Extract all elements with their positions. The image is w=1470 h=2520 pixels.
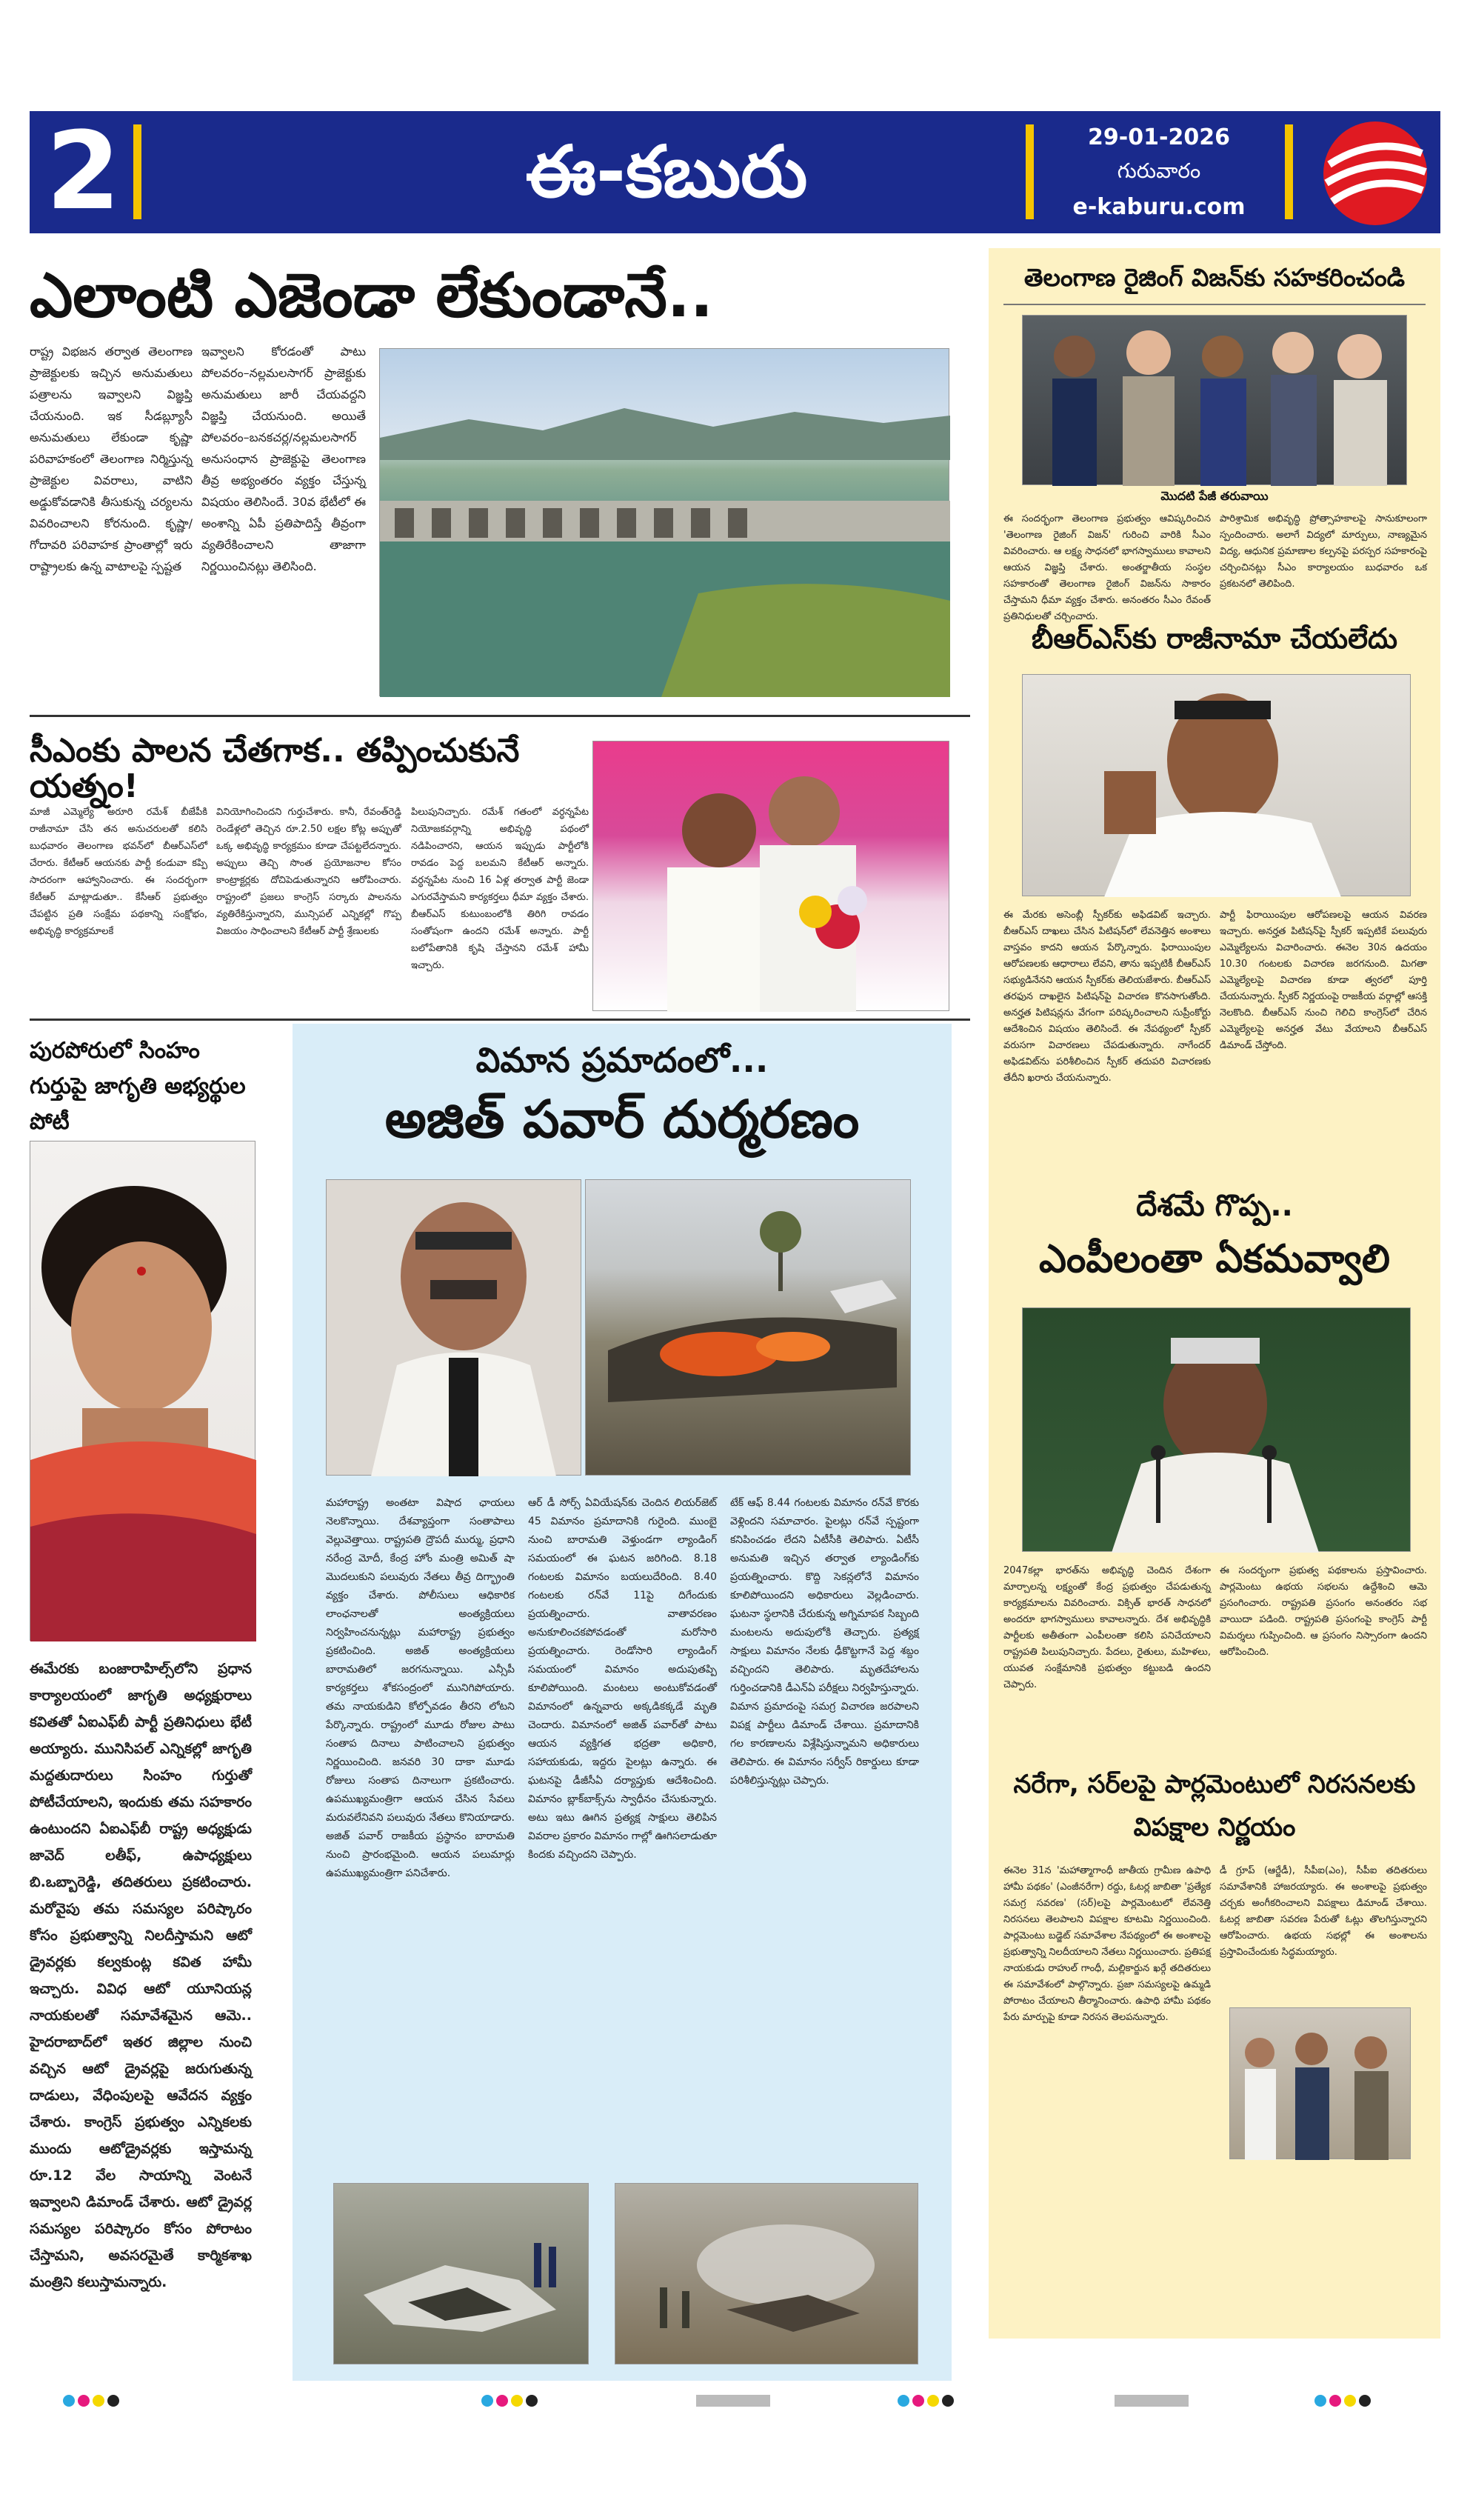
website-link[interactable]: e-kaburu.com [1072,194,1246,220]
right-column-box [989,248,1440,2339]
color-registration-marks [1314,2395,1374,2410]
ktr-photo [592,741,949,1011]
dam-photo [379,348,949,696]
brs-headline: బీఆర్ఎస్‌కు రాజీనామా చేయలేదు [1031,622,1398,655]
brs-col1: ఈ మేరకు అసెంబ్లీ స్పీకర్‌కు అఫిడవిట్ ఇచ్చారు. బీఆర్ఎస్ దాఖలు చేసిన పిటిషన్‌లో లేవనెత్తిన అంశాలు వాస్తవం కాదని ఆయన పేర్కొన్నారు. ఫిరాయింపుల ఆరోపణలకు ఆధారాలు లేవని, తాను ఇప్పటికీ బీఆర్ఎస్ సభ్యుడినేనని ఆయన స్పీకర్‌కు తెలియజేశారు. బీఆర్ఎస్ తరఫున దాఖలైన పిటిషన్‌పై విచారణ కొనసాగుతోంది. అనర్హత పిటిషన్లను వేగంగా పరిష్కరించాలని సుప్రీంకోర్టు ఆదేశించిన విషయం తెలిసిందే. ఈ నేపథ్యంలో స్పీకర్ వరుసగా విచారణలు చేపడుతున్నారు. నాగేందర్ అఫిడవిట్‌ను పరిశీలించిన స్పీకర్ తదుపరి విచారణకు తేదీని ఖరారు చేయనున్నారు. [1003,910,1211,1084]
accent-divider-left [133,124,141,219]
ajit-pawar-photo [326,1179,581,1476]
brand-logo-icon [1322,120,1429,227]
section-rule [30,715,970,717]
cm-col1: మాజీ ఎమ్మెల్యే అరూరి రమేశ్ బీజేపీకి రాజీనామా చేసి తన అనుచరులతో కలిసి బుధవారం తెలంగాణ భవన్‌లో బీఆర్‌ఎస్‌లో చేరారు. కేటీఆర్ ఆయనకు పార్టీ కండువా కప్పి సాదరంగా ఆహ్వానించారు. ఈ సందర్భంగా కేటీఆర్ మాట్లాడుతూ.. కేసీఆర్ ప్రభుత్వం చేపట్టిన ప్రతి సంక్షేమ పథకాన్ని సంక్షోభం, అభివృద్ధి కార్యక్రమాలకే [30,807,207,937]
lead-headline: ఎలాంటి ఎజెండా లేకుండానే.. [30,261,714,331]
mp-headline: ఎంపీలంతా ఏకమవ్వాలి [1038,1237,1391,1281]
nrega-col1: ఈనెల 31న 'మహాత్మాగాంధీ జాతీయ గ్రామీణ ఉపాధి హామీ పథకం' (ఎంజీనరేగా) రద్దు, ఓటర్ల జాబితా 'ప్రత్యేక సమగ్ర సవరణ' (సర్)లపై పార్లమెంటులో లేవనెత్తి నిరసనలు తెలపాలని విపక్షాల కూటమి నిర్ణయించింది. పార్లమెంటు బడ్జెట్ సమావేశాల నేపథ్యంలో ఈ అంశాలపై ప్రభుత్వాన్ని నిలదీయాలని నేతలు నిర్ణయించారు. ప్రతిపక్ష నాయకుడు రాహుల్ గాంధీ, మల్లికార్జున ఖర్గే తదితరులు ఈ సమావేశంలో పాల్గొన్నారు. ప్రజా సమస్యలపై ఉమ్మడి పోరాటం చేయాలని తీర్మానించారు. ఉపాధి హామీ పథకం పేరు మార్పుపై కూడా నిరసన తెలపనున్నారు. [1003,1865,1211,2023]
cm-col3: పిలుపునిచ్చారు. రమేశ్ గతంలో వర్ధన్నపేట నియోజకవర్గాన్ని అభివృద్ధి పథంలో నడిపించారని, ఆయన ఇప్పుడు పార్టీలోకి రావడం పెద్ద బలమని కేటీఆర్ అన్నారు. వర్ధన్నపేట నుంచి 16 ఏళ్ల తర్వాత పార్టీ జెండా ఎగురవేస్తామని కార్యకర్తలు ధీమా వ్యక్తం చేశారు. బీఆర్‌ఎస్ కుటుంబంలోకి తిరిగి రావడం సంతోషంగా ఉందని రమేశ్ అన్నారు. పార్టీ బలోపేతానికి కృషి చేస్తానని రమేశ్ హామీ ఇచ్చారు. [411,807,589,971]
mp-kicker: దేశమే గొప్ప.. [1136,1189,1293,1223]
color-registration-marks [898,2395,957,2410]
rising-headline: తెలంగాణ రైజింగ్ విజన్‌కు సహకరించండి [1023,263,1406,292]
newspaper-title: ఈ-కబురు [525,130,808,213]
accent-divider-right [1026,124,1034,219]
masthead-bar [30,111,1440,233]
ajit-kicker: విమాన ప్రమాదంలో... [475,1040,769,1080]
ajit-col3: టేక్ ఆఫ్ 8.44 గంటలకు విమానం రన్‌వే కొరకు వెళ్లిందని సమాచారం. పైలట్లు రన్‌వే స్పష్టంగా కనిపించడం లేదని ఏటీసీకి తెలిపారు. ఏటీసీ అనుమతి ఇచ్చిన తర్వాత ల్యాండింగ్‌కు ప్రయత్నించారు. కొద్ది సెకన్లలోనే విమానం కూలిపోయిందని అధికారులు వెల్లడించారు. ఘటనా స్థలానికి చేరుకున్న అగ్నిమాపక సిబ్బంది మంటలను అదుపులోకి తెచ్చారు. ప్రత్యక్ష సాక్షులు విమానం నేలకు ఢీకొట్టగానే పెద్ద శబ్దం వచ్చిందని తెలిపారు. మృతదేహాలను గుర్తించడానికి డీఎన్‌ఏ పరీక్షలు నిర్వహిస్తున్నారు. విమాన ప్రమాదంపై సమగ్ర విచారణ జరపాలని విపక్ష పార్టీలు డిమాండ్ చేశాయి. ప్రమాదానికి గల కారణాలను విశ్లేషిస్తున్నామని అధికారులు తెలిపారు. ఈ విమానం సర్వీస్ రికార్డులు కూడా పరిశీలిస్తున్నట్లు చెప్పారు. [730,1497,919,1787]
gray-register-bar [696,2395,770,2407]
president-photo [1022,1307,1411,1552]
color-registration-marks [63,2395,122,2410]
cm-col2: వినియోగించిందని గుర్తుచేశారు. కానీ, రేవంత్‌రెడ్డి రెండేళ్లలో తెచ్చిన రూ.2.50 లక్షల కోట్ల అప్పుతో ఒక్క అభివృద్ధి కార్యక్రమం కూడా చేపట్టలేదన్నారు. అప్పులు తెచ్చి సొంత ప్రయోజనాల కోసం కాంట్రాక్టర్లకు దోచిపెడుతున్నారని ఆరోపించారు. రాష్ట్రంలో ప్రజలు కాంగ్రెస్ సర్కారు పాలనను వ్యతిరేకిస్తున్నారని, మున్సిపల్ ఎన్నికల్లో గొప్ప విజయం సాధించాలని కేటీఆర్ పార్టీ శ్రేణులకు [216,807,401,937]
kavitha-body: ఈమేరకు బంజారాహిల్స్‌లోని ప్రధాన కార్యాలయంలో జాగృతి అధ్యక్షురాలు కవితతో ఏఐఎఫ్‌బీ పార్టీ ప్రతినిధులు భేటీ అయ్యారు. మునిసిపల్ ఎన్నికల్లో జాగృతి మద్దతుదారులు సింహం గుర్తుతో పోటీచేయాలని, ఇందుకు తమ సహకారం ఉంటుందని ఏఐఎఫ్‌బీ రాష్ట్ర అధ్యక్షుడు జావెద్ లతీఫ్, ఉపాధ్యక్షులు బి.ఒబ్బారెడ్డి, తదితరులు ప్రకటించారు. మరోవైపు తమ సమస్యల పరిష్కారం కోసం ప్రభుత్వాన్ని నిలదీస్తామని ఆటో డ్రైవర్లకు కల్వకుంట్ల కవిత హామీ ఇచ్చారు. వివిధ ఆటో యూనియన్ల నాయకులతో సమావేశమైన ఆమె.. హైదరాబాద్‌లో ఇతర జిల్లాల నుంచి వచ్చిన ఆటో డ్రైవర్లపై జరుగుతున్న దాడులు, వేధింపులపై ఆవేదన వ్యక్తం చేశారు. కాంగ్రెస్ ప్రభుత్వం ఎన్నికలకు ముందు ఆటోడ్రైవర్లకు ఇస్తామన్న రూ.12 వేల సాయాన్ని వెంటనే ఇవ్వాలని డిమాండ్ చేశారు. ఆటో డ్రైవర్ల సమస్యల పరిష్కారం కోసం పోరాటం చేస్తామని, అవసరమైతే కార్మికశాఖ మంత్రిని కలుస్తామన్నారు. [30,1661,252,2290]
rising-col2: పారిశ్రామిక అభివృద్ధి ప్రోత్సాహకాలపై సానుకూలంగా స్పందించారు. అలాగే విద్యలో మార్పులు, నాణ్యమైన విద్య, ఆధునిక ప్రమాణాల కల్పనపై పరస్పర సహకారంపై చర్చించినట్లు సీఎం కార్యాలయం బుధవారం ఒక ప్రకటనలో తెలిపింది. [1220,513,1427,590]
mp-col1: 2047కల్లా భారత్‌ను అభివృద్ధి చెందిన దేశంగా మార్చాలన్న లక్ష్యంతో కేంద్ర ప్రభుత్వం చేపడుతున్న కార్యక్రమాలను వివరించారు. విక్సిత్ భారత్ సాధనలో అందరూ భాగస్వాములు కావాలన్నారు. దేశ అభివృద్ధికి పార్టీలకు అతీతంగా ఎంపీలంతా కలిసి పనిచేయాలని రాష్ట్రపతి పిలుపునిచ్చారు. పేదలు, రైతులు, మహిళలు, యువత సంక్షేమానికి ప్రభుత్వం కట్టుబడి ఉందని చెప్పారు. [1003,1565,1211,1690]
crash-site-photo [585,1179,911,1476]
accent-divider-right2 [1285,124,1293,219]
gray-register-bar [1115,2395,1189,2407]
issue-date: 29-01-2026 [1088,124,1230,150]
mp-col2: ఈ సందర్భంగా ప్రభుత్వ పథకాలను ప్రస్తావించారు. పార్లమెంటు ఉభయ సభలను ఉద్దేశించి ఆమె ప్రసంగించారు. రాష్ట్రపతి ప్రసంగం అనంతరం సభ వాయిదా పడింది. రాష్ట్రపతి ప్రసంగంపై కాంగ్రెస్ పార్టీ విమర్శలు గుప్పించింది. ఆ ప్రసంగం నిస్సారంగా ఉందని ఆరోపించింది. [1220,1565,1427,1658]
issue-weekday: గురువారం [1117,159,1201,183]
wreckage-photo-2 [615,2183,918,2364]
nagender-photo [1022,674,1411,896]
cm-headline: సీఎంకు పాలన చేతగాక.. తప్పించుకునే యత్నం! [30,732,520,806]
nrega-headline: నరేగా, సర్‌లపై పార్లమెంటులో నిరసనలకు విపక్షాల నిర్ణయం [1013,1770,1416,1842]
wreckage-photo-1 [333,2183,589,2364]
lead-col1: రాష్ట్ర విభజన తర్వాత తెలంగాణ ప్రాజెక్టులకు ఇచ్చిన అనుమతులు పత్రాలను ఇవ్వాలని విజ్ఞప్తి చేయనుంది. ఇక సీడబ్ల్యూసీ అనుమతులు లేకుండా కృష్ణా పరివాహకంలో తెలంగాణ నిర్మిస్తున్న ప్రాజెక్టుల వివరాలు, వాటిని అడ్డుకోవడానికి తీసుకున్న చర్యలను వివరించాలని కోరనుంది. కృష్ణా/గోదావరి పరివాహక ప్రాంతాల్లో ఇరు రాష్ట్రాలకు ఉన్న వాటాలపై స్పష్టత [30,344,193,573]
ajit-headline: అజిత్ పవార్ దుర్మరణం [384,1089,860,1150]
ajit-col2: ఆర్ డీ సోర్స్ ఏవియేషన్‌కు చెందిన లియర్‌జెట్ 45 విమానం ప్రమాదానికి గురైంది. ముంబై నుంచి బారామతి వెళ్తుండగా ల్యాండింగ్ సమయంలో ఈ ఘటన జరిగింది. 8.18 గంటలకు విమానం బయలుదేరింది. 8.40 గంటలకు రన్‌వే 11పై దిగేందుకు ప్రయత్నించారు. వాతావరణం అనుకూలించకపోవడంతో మరోసారి ప్రయత్నించారు. రెండోసారి ల్యాండింగ్ సమయంలో విమానం అదుపుతప్పి కూలిపోయింది. మంటలు అంటుకోవడంతో విమానంలో ఉన్నవారు అక్కడికక్కడే మృతి చెందారు. విమానంలో అజిత్ పవార్‌తో పాటు ఆయన వ్యక్తిగత భద్రతా అధికారి, సహాయకుడు, ఇద్దరు పైలట్లు ఉన్నారు. ఈ ఘటనపై డీజీసీఏ దర్యాప్తుకు ఆదేశించింది. విమానం బ్లాక్‌బాక్స్‌ను స్వాధీనం చేసుకున్నారు. అటు ఇటు ఊగిన ప్రత్యక్ష సాక్షులు తెలిపిన వివరాల ప్రకారం విమానం గాల్లో ఊగిసలాడుతూ కిందకు వచ్చిందని చెప్పారు. [528,1497,717,1861]
color-registration-marks [481,2395,541,2410]
headline-underline [1003,304,1426,305]
nrega-col2: డీ గ్రూప్ (ఆర్జేడీ), సీపీఐ(ఎం), సీపీఐ తదితరులు సమావేశానికి హాజరయ్యారు. ఈ అంశాలపై ప్రభుత్వం చర్చకు అంగీకరించాలని విపక్షాలు డిమాండ్ చేశాయి. ఓటర్ల జాబితా సవరణ పేరుతో ఓట్లు తొలగిస్తున్నారని ఆరోపించారు. ఉభయ సభల్లో ఈ అంశాలను ప్రస్తావించేందుకు సిద్ధమయ్యారు. [1220,1865,1427,1958]
kavitha-headline: పురపోరులో సింహం గుర్తుపై జాగృతి అభ్యర్థుల పోటీ [30,1038,246,1135]
ajit-story-box [293,1024,952,2381]
cm-meeting-photo [1022,315,1407,485]
opposition-leaders-photo [1229,2007,1411,2159]
brs-col2: పార్టీ ఫిరాయింపుల ఆరోపణలపై ఆయన వివరణ ఇచ్చారు. అనర్హత పిటిషన్‌పై స్పీకర్ ఇప్పటికే పలువురు ఎమ్మెల్యేలను విచారించారు. ఈనెల 30న ఉదయం 10.30 గంటలకు విచారణ జరగనుంది. మిగతా ఎమ్మెల్యేలపై విచారణ కూడా త్వరలో పూర్తి చేయనున్నారు. స్పీకర్ నిర్ణయంపై రాజకీయ వర్గాల్లో ఆసక్తి నెలకొంది. బీఆర్ఎస్ నుంచి గెలిచి కాంగ్రెస్‌లో చేరిన ఎమ్మెల్యేలపై అనర్హత వేటు వేయాలని బీఆర్ఎస్ డిమాండ్ చేస్తోంది. [1220,910,1427,1051]
section-rule [30,1019,970,1021]
page-number: 2 [46,109,121,234]
ajit-col1: మహారాష్ట్ర అంతటా విషాద ఛాయలు నెలకొన్నాయి. దేశవ్యాప్తంగా సంతాపాలు వెల్లువెత్తాయి. రాష్ట్రపతి ద్రౌపదీ ముర్ము, ప్రధాని నరేంద్ర మోదీ, కేంద్ర హోం మంత్రి అమిత్ షా మొదలుకుని పలువురు నేతలు తీవ్ర దిగ్భ్రాంతి వ్యక్తం చేశారు. పోలీసులు ఆధికారిక లాంఛనాలతో అంత్యక్రియలు నిర్వహించనున్నట్లు మహారాష్ట్ర ప్రభుత్వం ప్రకటించింది. అజిత్ అంత్యక్రియలు బారామతిలో జరగనున్నాయి. ఎన్సీపీ కార్యకర్తలు శోకసంద్రంలో మునిగిపోయారు. తమ నాయకుడిని కోల్పోవడం తీరని లోటని పేర్కొన్నారు. రాష్ట్రంలో మూడు రోజుల పాటు సంతాప దినాలు పాటించాలని ప్రభుత్వం నిర్ణయించింది. జనవరి 30 దాకా మూడు రోజులు సంతాప దినాలుగా ప్రకటించారు. ఉపముఖ్యమంత్రిగా ఆయన చేసిన సేవలు మరువలేనివని పలువురు నేతలు కొనియాడారు. అజిత్ పవార్ రాజకీయ ప్రస్థానం బారామతి నుంచి ప్రారంభమైంది. ఆయన పలుమార్లు ఉపముఖ్యమంత్రిగా పనిచేశారు. [326,1497,515,1879]
kavitha-photo [30,1141,255,1641]
rising-col1: ఈ సందర్భంగా తెలంగాణ ప్రభుత్వం ఆవిష్కరించిన 'తెలంగాణ రైజింగ్ విజన్' గురించి వారికి సీఎం వివరించారు. ఆ లక్ష్య సాధనలో భాగస్వాములు కావాలని ఆయన విజ్ఞప్తి చేశారు. అంతర్జాతీయ సంస్థల సహకారంతో తెలంగాణ రైజింగ్ విజన్‌ను సాకారం చేస్తామని ధీమా వ్యక్తం చేశారు. అనంతరం సీఎం రేవంత్ ప్రతినిధులతో చర్చించారు. [1003,513,1211,622]
lead-col2: ఇవ్వాలని కోరడంతో పాటు పోలవరం–నల్లమలసాగర్ ప్రాజెక్టుకు అనుమతులు జారీ చేయవద్దని విజ్ఞప్తి చేయనుంది. అయితే పోలవరం–బనకచర్ల/నల్లమలసాగర్ అనుసంధాన ప్రాజెక్టుపై తెలంగాణ తీవ్ర అభ్యంతరం వ్యక్తం చేస్తున్న విషయం తెలిసిందే. 30వ భేటీలో ఈ అంశాన్ని ఏపీ ప్రతిపాదిస్తే తీవ్రంగా వ్యతిరేకించాలని తాజాగా నిర్ణయించినట్లు తెలిసింది. [201,344,366,573]
photo-caption: మొదటి పేజీ తరువాయి [1160,489,1269,503]
